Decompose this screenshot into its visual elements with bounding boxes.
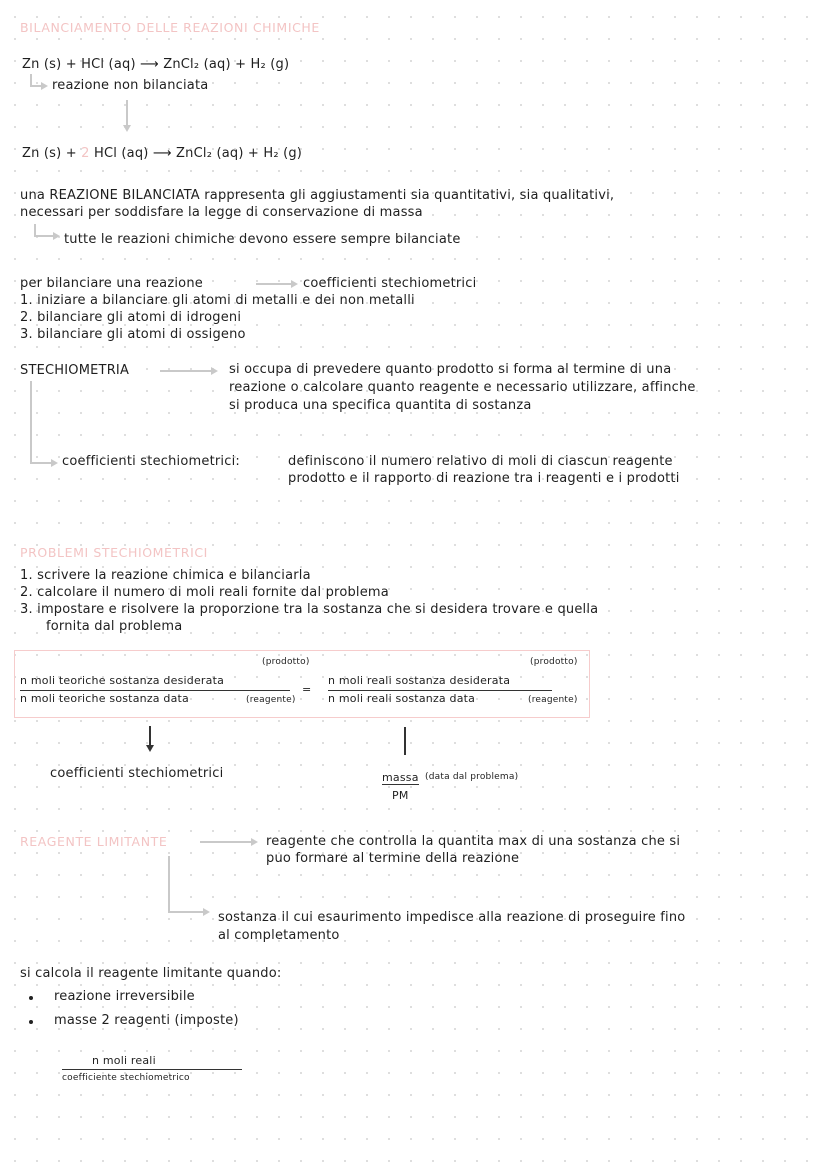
connector-line xyxy=(34,235,54,237)
balanced-eq-right: HCl (aq) ⟶ ZnCl₂ (aq) + H₂ (g) xyxy=(94,146,303,161)
balanced-eq-coefficient: 2 xyxy=(81,146,90,161)
ratio-denominator: coefficiente stechiometrico xyxy=(62,1073,190,1083)
balance-step: 2. bilanciare gli atomi di idrogeni xyxy=(20,310,242,325)
fraction-bar xyxy=(62,1069,242,1070)
arrow-right-icon xyxy=(291,280,298,288)
pm-label: PM xyxy=(392,789,409,802)
definition-pre: una xyxy=(20,188,46,203)
left-numerator: n moli teoriche sostanza desiderata xyxy=(20,674,225,687)
stechiometria-desc: si occupa di prevedere quanto prodotto si forma al termine di una xyxy=(229,362,672,377)
connector-line xyxy=(200,841,252,843)
arrow-down-icon xyxy=(146,745,154,752)
balance-step: 1. iniziare a bilanciare gli atomi di metalli e dei non metalli xyxy=(20,293,415,308)
coef-label: coefficienti stechiometrici: xyxy=(62,454,240,469)
arrow-right-icon xyxy=(211,367,218,375)
mass-numerator: massa xyxy=(382,771,419,784)
problem-step: 3. impostare e risolvere la proporzione tra la sostanza che si desidera trovare e quella xyxy=(20,602,599,617)
coef-desc: definiscono il numero relativo di moli di ciascun reagente xyxy=(288,454,673,469)
right-top-tag: (prodotto) xyxy=(530,657,578,667)
balance-target: coefficienti stechiometrici xyxy=(303,276,477,291)
stechiometria-label: STECHIOMETRIA xyxy=(20,363,130,378)
section-heading-limitante: REAGENTE LIMITANTE xyxy=(20,834,168,849)
limitante-when: si calcola il reagente limitante quando: xyxy=(20,966,282,981)
arrow-down-icon xyxy=(123,125,131,132)
mass-label xyxy=(382,771,419,785)
limitante-bullet: masse 2 reagenti (imposte) xyxy=(54,1013,239,1028)
coef-desc: prodotto e il rapporto di reazione tra i reagenti e i prodotti xyxy=(288,471,680,486)
connector-line xyxy=(404,727,406,755)
balanced-equation xyxy=(22,146,302,162)
mass-note: (data dal problema) xyxy=(425,772,519,782)
section-heading-problemi: PROBLEMI STECHIOMETRICI xyxy=(20,545,208,560)
definition-line-1 xyxy=(20,188,614,204)
arrow-right-icon xyxy=(251,838,258,846)
limitante-def: puo formare al termine della reazione xyxy=(266,851,520,866)
balance-step: 3. bilanciare gli atomi di ossigeno xyxy=(20,327,246,342)
limitante-bullet: reazione irreversibile xyxy=(54,989,195,1004)
connector-line xyxy=(30,462,52,464)
definition-line-2: necessari per soddisfare la legge di conservazione di massa xyxy=(20,205,423,220)
left-denominator: n moli teoriche sostanza data xyxy=(20,692,190,705)
bullet-icon xyxy=(29,996,33,1000)
unbalanced-note: reazione non bilanciata xyxy=(52,78,209,93)
equals-sign: = xyxy=(302,683,312,696)
right-numerator: n moli reali sostanza desiderata xyxy=(328,674,511,687)
left-den-tag: (reagente) xyxy=(246,695,296,705)
definition-post: rappresenta gli aggiustamenti sia quantitativi, sia qualitativi, xyxy=(204,188,615,203)
bullet-icon xyxy=(29,1020,33,1024)
section-heading-bilanciamento: BILANCIAMENTO DELLE REAZIONI CHIMICHE xyxy=(20,20,320,35)
right-denominator: n moli reali sostanza data xyxy=(328,692,476,705)
left-top-tag: (prodotto) xyxy=(262,657,310,667)
arrow-right-icon xyxy=(203,908,210,916)
connector-line xyxy=(160,370,212,372)
problem-step: 2. calcolare il numero di moli reali fornite dal problema xyxy=(20,585,389,600)
connector-line xyxy=(168,856,170,912)
balanced-eq-left: Zn (s) + xyxy=(22,146,77,161)
connector-line xyxy=(168,911,204,913)
arrow-right-icon xyxy=(53,232,60,240)
problem-step: 1. scrivere la reazione chimica e bilanciarla xyxy=(20,568,311,583)
balance-intro: per bilanciare una reazione xyxy=(20,276,203,291)
limitante-def2: al completamento xyxy=(218,928,340,943)
stechiometria-desc: reazione o calcolare quanto reagente e necessario utilizzare, affinche xyxy=(229,380,696,395)
arrow-right-icon xyxy=(41,82,48,90)
connector-line xyxy=(30,381,32,463)
stechiometria-desc: si produca una specifica quantita di sostanza xyxy=(229,398,532,413)
unbalanced-equation: Zn (s) + HCl (aq) ⟶ ZnCl₂ (aq) + H₂ (g) xyxy=(22,57,290,72)
limitante-def: reagente che controlla la quantita max di una sostanza che si xyxy=(266,834,681,849)
fraction-bar xyxy=(20,690,290,691)
right-den-tag: (reagente) xyxy=(528,695,578,705)
fraction-bar xyxy=(328,690,552,691)
problem-step-continuation: fornita dal problema xyxy=(46,619,183,634)
connector-line xyxy=(126,100,128,126)
connector-line xyxy=(256,283,292,285)
connector-line xyxy=(149,726,151,746)
limitante-def2: sostanza il cui esaurimento impedisce alla reazione di proseguire fino xyxy=(218,910,686,925)
left-arrow-label: coefficienti stechiometrici xyxy=(50,766,224,781)
ratio-numerator: n moli reali xyxy=(92,1054,156,1067)
arrow-right-icon xyxy=(51,459,58,467)
definition-term: REAZIONE BILANCIATA xyxy=(49,188,200,203)
definition-note: tutte le reazioni chimiche devono essere sempre bilanciate xyxy=(64,232,461,247)
